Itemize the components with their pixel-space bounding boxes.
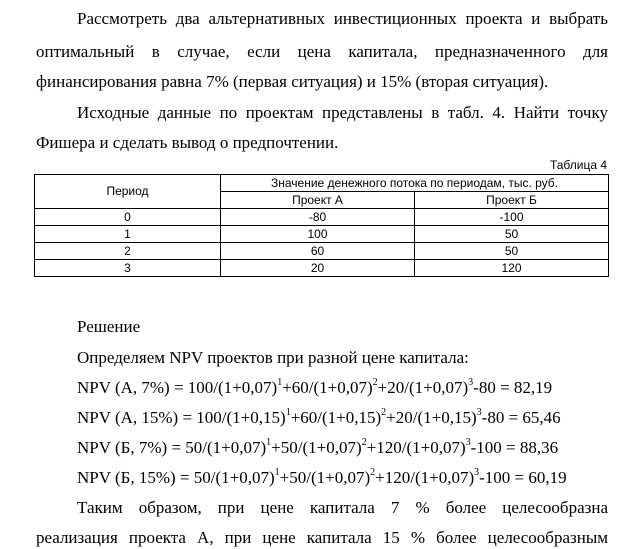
table-row: [35, 243, 609, 260]
conclusion-text: Таким образом, при цене капитала 7 % более целесообразна: [77, 498, 608, 517]
cell-project-b: -100: [415, 209, 609, 226]
formula-npv-a-7: NPV (А, $7\%) = 100/(1+0,07)^1+60/(1+0,07)^2+20/(1+0,07)^3-80 = 82,19$: [77, 377, 553, 397]
cash-flow-table: [34, 174, 609, 277]
conclusion-line-2: реализация проекта А, при цене капитала 15 % более целесообразным: [36, 528, 608, 547]
intro-line-2: оптимальный в случае, если цена капитала, предназначенного для: [36, 42, 608, 61]
intro-line-3: финансирования равна 7% (первая ситуация) и 15% (вторая ситуация).: [36, 72, 549, 91]
table-row: [35, 209, 609, 226]
data-line-2: Фишера и сделать вывод о предпочтении.: [36, 133, 339, 152]
table-row: [35, 260, 609, 277]
header-project-a: Проект А: [221, 192, 415, 209]
table-header-row: [35, 175, 609, 192]
header-group: Значение денежного потока по периодам, тыс. руб.: [221, 175, 609, 192]
intro-line-1: [77, 9, 608, 29]
formula-npv-b-15: NPV (Б, $15\%) = 50/(1+0,07)^1+50/(1+0,07)^2+120/(1+0,07)^3-100 = 60,19$: [77, 467, 567, 487]
cell-project-b: 120: [415, 260, 609, 277]
table-caption: Таблица 4: [549, 158, 607, 172]
conclusion-line-1: [77, 498, 608, 518]
formula-npv-a-15: NPV (А, $15\%) = 100/(1+0,15)^1+60/(1+0,15)^2+20/(1+0,15)^3-80 = 65,46$: [77, 407, 561, 427]
cell-period: 2: [35, 243, 221, 260]
formula-npv-b-7: NPV (Б, $7\%) = 50/(1+0,07)^1+50/(1+0,07)^2+120/(1+0,07)^3-100 = 88,36$: [77, 437, 559, 457]
cell-project-a: -80: [221, 209, 415, 226]
cell-project-a: 60: [221, 243, 415, 260]
header-project-b: Проект Б: [415, 192, 609, 209]
cell-project-b: 50: [415, 243, 609, 260]
cell-project-a: 20: [221, 260, 415, 277]
cell-period: 1: [35, 226, 221, 243]
cell-project-b: 50: [415, 226, 609, 243]
cell-period: 0: [35, 209, 221, 226]
solution-intro: Определяем NPV проектов при разной цене капитала:: [77, 348, 469, 367]
table-row: [35, 226, 609, 243]
data-text: Исходные данные по проектам представлены в табл. 4. Найти точку: [77, 103, 608, 122]
header-period: Период: [35, 175, 221, 209]
cell-period: 3: [35, 260, 221, 277]
data-line-1: [77, 103, 608, 123]
solution-heading: Решение: [77, 317, 141, 336]
cell-project-a: 100: [221, 226, 415, 243]
intro-text: Рассмотреть два альтернативных инвестиционных проекта и выбрать: [77, 9, 608, 28]
